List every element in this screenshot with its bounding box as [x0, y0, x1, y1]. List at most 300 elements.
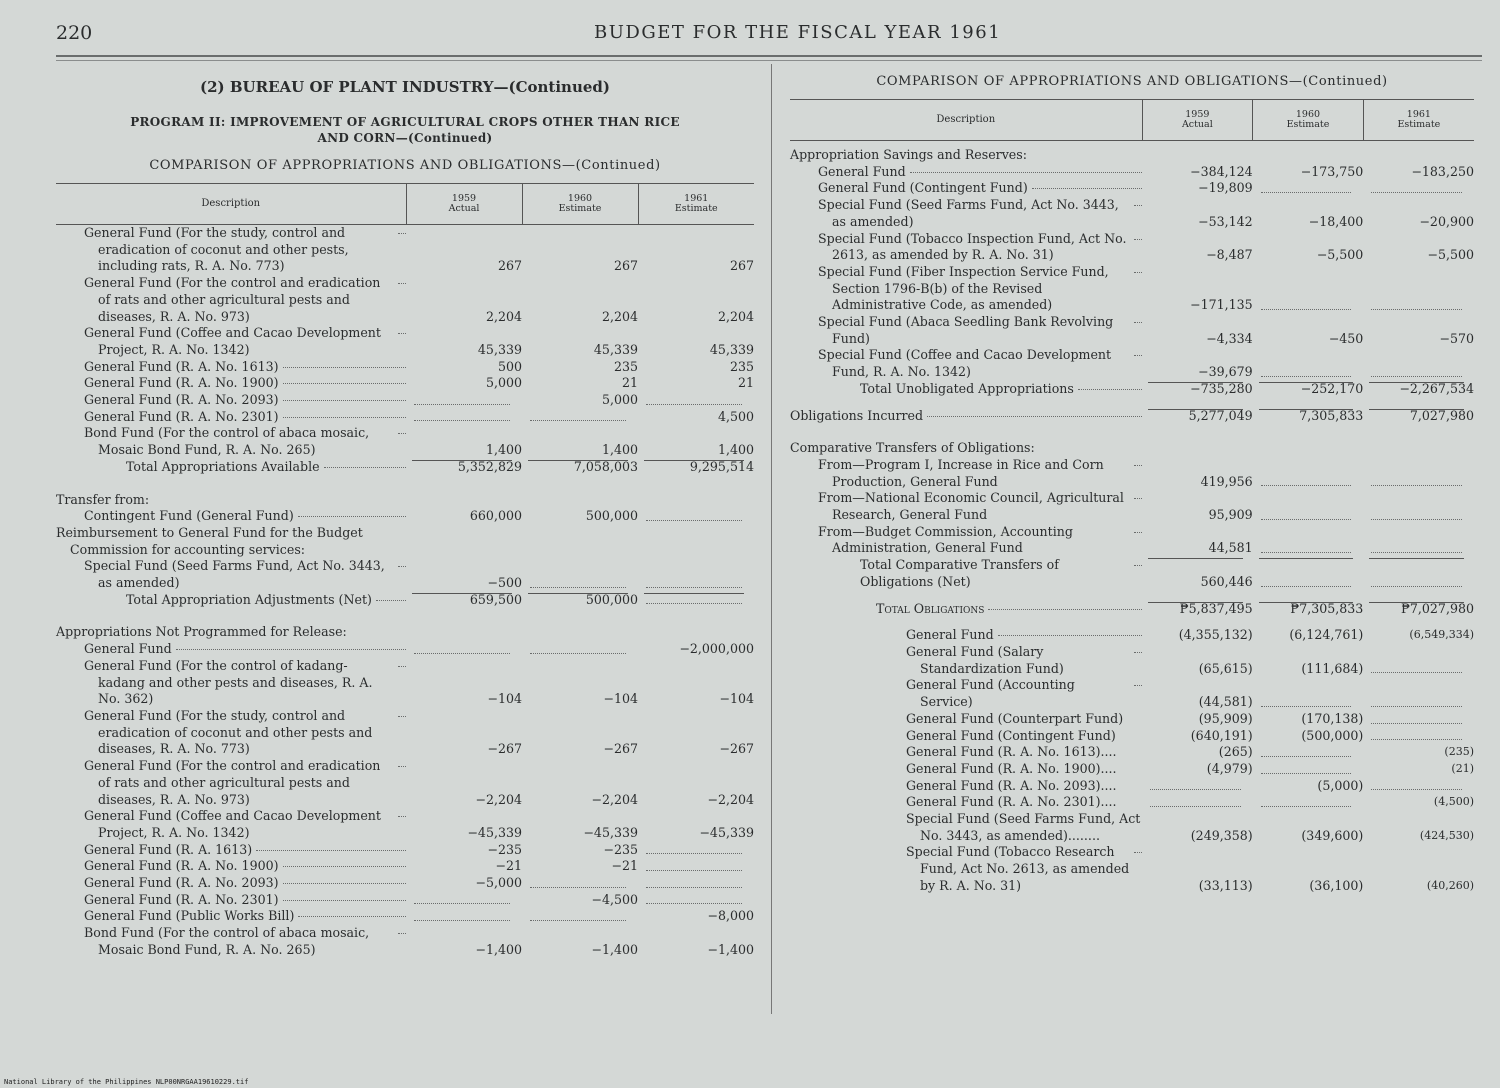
row-label: General Fund (R. A. No. 2093).... — [906, 777, 1117, 793]
table-row — [790, 314, 1474, 347]
row-description — [790, 644, 1142, 677]
value-1959: −4,334 — [1206, 330, 1253, 346]
value-1961: −2,204 — [707, 791, 754, 807]
leader-dots — [998, 635, 1142, 636]
row-spacer — [56, 608, 754, 618]
row-label: Special Fund (Tobacco Inspection Fund, Act No. 2613, as amended by R. A. No. 31) — [818, 230, 1127, 263]
row-label: Total Unobligated Appropriations — [860, 380, 1074, 396]
leader-dots — [1134, 465, 1142, 466]
value-1960: −2,204 — [591, 791, 638, 807]
table-row — [790, 231, 1474, 264]
row-description — [790, 314, 1142, 347]
value-1960: 21 — [621, 375, 638, 391]
value-1961: 235 — [729, 358, 754, 374]
value-1960 — [522, 525, 638, 558]
row-description — [790, 197, 1142, 230]
leader-dots — [1134, 652, 1142, 653]
value-1960 — [1253, 524, 1364, 557]
row-label: Obligations Incurred — [790, 407, 924, 423]
row-description — [56, 325, 406, 358]
value-1961 — [1363, 490, 1474, 523]
col-1960-right — [1253, 100, 1364, 141]
row-description — [790, 557, 1142, 590]
row-label: General Fund (R. A. No. 2093) — [84, 392, 279, 408]
col-header-line: Estimate — [674, 203, 718, 214]
col-header-line: 1961 — [1406, 109, 1431, 120]
row-label: Bond Fund (For the control of abaca mosaic, Mosaic Bond Fund, R. A. No. 265) — [84, 425, 370, 458]
row-description — [56, 558, 406, 591]
row-description — [790, 264, 1142, 314]
value-1961: 267 — [729, 258, 754, 274]
col-1960 — [522, 184, 638, 225]
value-1961: −267 — [719, 741, 754, 757]
row-label: Total Obligations — [876, 600, 985, 616]
value-1959: −1,400 — [475, 941, 522, 957]
row-label: General Fund (Contingent Fund) — [906, 727, 1116, 743]
table-row — [56, 409, 754, 426]
row-label: From—National Economic Council, Agricultural Research, General Fund — [818, 490, 1124, 523]
value-1959: 45,339 — [477, 341, 522, 357]
row-label: General Fund (R. A. No. 1900) — [84, 858, 279, 874]
table-row — [56, 325, 754, 358]
col-header-line: 1960 — [1295, 109, 1321, 120]
page-number: 220 — [56, 22, 93, 44]
value-1961: (4,500) — [1433, 795, 1474, 809]
leader-dots — [1134, 272, 1142, 273]
row-label: General Fund (R. A. No. 1900).... — [906, 760, 1117, 776]
row-label: General Fund (R. A. No. 1613) — [84, 358, 279, 374]
col-1959 — [406, 184, 522, 225]
table-row — [56, 908, 754, 925]
value-1960: 500,000 — [522, 592, 638, 609]
row-label: Special Fund (Abaca Seedling Bank Revolving Fund) — [818, 314, 1114, 346]
row-label: General Fund (R. A. No. 2093) — [84, 875, 279, 891]
right-column — [790, 66, 1474, 895]
value-1959: −171,135 — [1190, 297, 1253, 313]
value-1961 — [1363, 264, 1474, 314]
value-1961: 21 — [737, 375, 754, 391]
value-1959: 267 — [497, 258, 522, 274]
row-label: General Fund (Counterpart Fund) — [906, 710, 1124, 726]
value-1961 — [638, 618, 754, 641]
value-1959: 1,400 — [485, 442, 522, 458]
value-1960: 500,000 — [585, 508, 638, 524]
row-description — [56, 892, 406, 909]
value-1961: 4,500 — [717, 408, 754, 424]
value-1960: −4,500 — [591, 891, 638, 907]
value-1961 — [1363, 778, 1474, 795]
value-1960: −18,400 — [1308, 213, 1364, 229]
row-label: General Fund — [906, 627, 994, 643]
row-label: General Fund (R. A. No. 1900) — [84, 375, 279, 391]
leader-dots — [283, 883, 406, 884]
table-row — [790, 197, 1474, 230]
value-1959 — [406, 641, 522, 658]
right-table — [790, 99, 1474, 895]
table-row — [56, 925, 754, 958]
table-row — [56, 892, 754, 909]
header-rule — [56, 55, 1482, 57]
row-label: Contingent Fund (General Fund) — [84, 508, 294, 524]
value-1960 — [1253, 457, 1364, 490]
leader-dots — [176, 649, 406, 650]
table-row — [56, 359, 754, 376]
row-description — [790, 180, 1142, 197]
row-description — [790, 761, 1142, 778]
value-1961 — [1363, 141, 1474, 164]
table-row — [56, 392, 754, 409]
value-1960 — [1253, 490, 1364, 523]
value-1961 — [1363, 557, 1474, 590]
value-1959: ₱5,837,495 — [1142, 601, 1253, 618]
value-1961 — [1363, 644, 1474, 677]
table-row — [790, 811, 1474, 844]
row-description — [790, 381, 1142, 398]
row-label: General Fund (R. A. No. 2301).... — [906, 794, 1117, 810]
row-spacer — [790, 591, 1474, 601]
table-row — [56, 708, 754, 758]
value-1961: (21) — [1451, 761, 1474, 775]
col-1961 — [638, 184, 754, 225]
table-row — [790, 794, 1474, 811]
table-row — [790, 408, 1474, 425]
col-description-right: Description — [790, 100, 1142, 141]
table-row — [790, 644, 1474, 677]
table-row — [790, 381, 1474, 398]
col-header-line: 1959 — [451, 193, 477, 204]
leader-dots — [1134, 205, 1142, 206]
value-1959: 5,277,049 — [1142, 408, 1253, 425]
value-1961 — [638, 858, 754, 875]
value-1960 — [1253, 761, 1364, 778]
value-1959: −39,679 — [1198, 364, 1253, 380]
table-row — [790, 761, 1474, 778]
value-1959: 560,446 — [1142, 557, 1253, 590]
table-row — [56, 275, 754, 325]
leader-dots — [1078, 389, 1142, 390]
value-1959: 44,581 — [1208, 540, 1253, 556]
row-label: Special Fund (Seed Farms Fund, Act No. 3443, as amended) — [84, 558, 385, 591]
row-spacer — [790, 617, 1474, 627]
row-description — [56, 641, 406, 658]
value-1961 — [638, 558, 754, 591]
value-1959 — [1142, 434, 1253, 457]
leader-dots — [1134, 498, 1142, 499]
leader-dots — [256, 850, 406, 851]
value-1960: 45,339 — [593, 341, 638, 357]
leader-dots — [398, 283, 406, 284]
table-row — [790, 180, 1474, 197]
leader-dots — [398, 816, 406, 817]
value-1960 — [1253, 180, 1364, 197]
value-1961 — [1363, 524, 1474, 557]
row-description — [790, 457, 1142, 490]
value-1959: −45,339 — [467, 824, 522, 840]
table-row — [790, 711, 1474, 728]
row-description: Transfer from: — [56, 491, 150, 507]
table-row — [56, 618, 754, 641]
value-1961: (6,549,334) — [1409, 628, 1474, 642]
leader-dots — [376, 600, 406, 601]
leader-dots — [283, 383, 406, 384]
table-row — [56, 758, 754, 808]
col-1959-right — [1142, 100, 1253, 141]
row-label: General Fund (R. A. 1613) — [84, 841, 253, 857]
row-description — [790, 524, 1142, 557]
leader-dots — [1134, 532, 1142, 533]
leader-dots — [398, 666, 406, 667]
value-1961: 2,204 — [717, 308, 754, 324]
value-1960: −45,339 — [583, 824, 638, 840]
table-row — [790, 627, 1474, 644]
value-1960: −5,500 — [1316, 247, 1364, 263]
left-table — [56, 183, 754, 959]
row-spacer — [790, 424, 1474, 434]
value-1961 — [1363, 677, 1474, 710]
value-1959 — [406, 525, 522, 558]
row-description — [56, 658, 406, 708]
value-1959: −21 — [495, 858, 522, 874]
table-row — [56, 808, 754, 841]
row-description — [56, 592, 406, 609]
value-1961 — [1363, 711, 1474, 728]
row-label: Special Fund (Coffee and Cacao Development Fund, R. A. No. 1342) — [818, 347, 1112, 380]
value-1960 — [522, 618, 638, 641]
row-description — [56, 875, 406, 892]
row-description — [790, 347, 1142, 380]
value-1960: 5,000 — [601, 392, 638, 408]
value-1959 — [406, 409, 522, 426]
row-description — [790, 778, 1142, 795]
value-1959 — [406, 892, 522, 909]
value-1960 — [1253, 677, 1364, 710]
row-description — [790, 794, 1142, 811]
row-description — [790, 711, 1142, 728]
table-row — [790, 264, 1474, 314]
value-1960 — [522, 875, 638, 892]
value-1959: −104 — [487, 691, 522, 707]
value-1959: (33,113) — [1198, 877, 1253, 893]
leader-dots — [398, 333, 406, 334]
row-spacer — [790, 398, 1474, 408]
left-column — [56, 66, 754, 959]
value-1961 — [1363, 728, 1474, 745]
value-1959: (640,191) — [1190, 727, 1253, 743]
table-row — [56, 658, 754, 708]
row-description — [790, 601, 1142, 618]
value-1959 — [1142, 141, 1253, 164]
row-label: Special Fund (Tobacco Research Fund, Act No. 2613, as amended by R. A. No. 31) — [906, 844, 1130, 893]
value-1961 — [638, 525, 754, 558]
left-table-body — [56, 225, 754, 959]
row-description — [790, 490, 1142, 523]
table-row — [790, 778, 1474, 795]
value-1959: 2,204 — [485, 308, 522, 324]
leader-dots — [398, 566, 406, 567]
table-row — [56, 508, 754, 525]
table-row — [56, 486, 754, 509]
table-row — [790, 524, 1474, 557]
table-row — [790, 677, 1474, 710]
value-1959: −2,204 — [475, 791, 522, 807]
value-1959: (249,358) — [1190, 827, 1253, 843]
value-1960: (5,000) — [1317, 777, 1364, 793]
value-1960: (6,124,761) — [1289, 627, 1364, 643]
table-row — [790, 347, 1474, 380]
row-description — [56, 858, 406, 875]
leader-dots — [1134, 322, 1142, 323]
row-label: Total Appropriation Adjustments (Net) — [126, 591, 372, 607]
row-description: Appropriation Savings and Reserves: — [790, 147, 1027, 162]
value-1959: 660,000 — [469, 508, 522, 524]
row-label: Total Appropriations Available — [126, 458, 320, 474]
value-1960: −450 — [1328, 330, 1364, 346]
row-description — [56, 275, 406, 325]
col-header-line: 1961 — [684, 193, 709, 204]
row-label: General Fund (Coffee and Cacao Development Project, R. A. No. 1342) — [84, 325, 381, 357]
row-description — [56, 525, 406, 558]
value-1960: −1,400 — [591, 941, 638, 957]
value-1960 — [522, 908, 638, 925]
row-description — [790, 844, 1142, 894]
value-1959: 95,909 — [1208, 507, 1253, 523]
value-1960: (170,138) — [1301, 710, 1364, 726]
col-1961-right — [1363, 100, 1474, 141]
row-description — [790, 744, 1142, 761]
table-row — [56, 592, 754, 609]
value-1960: (36,100) — [1309, 877, 1364, 893]
value-1960 — [522, 641, 638, 658]
table-row — [56, 842, 754, 859]
value-1959: (265) — [1218, 744, 1253, 760]
value-1960: −173,750 — [1300, 163, 1364, 179]
value-1960: 7,058,003 — [522, 459, 638, 476]
value-1961: −570 — [1439, 330, 1474, 346]
value-1959 — [1142, 778, 1253, 795]
value-1961: 7,027,980 — [1363, 408, 1474, 425]
row-description — [56, 508, 406, 525]
value-1959: −500 — [487, 575, 522, 591]
value-1960: 1,400 — [601, 442, 638, 458]
value-1961 — [638, 892, 754, 909]
row-description — [790, 627, 1142, 644]
value-1960: −21 — [611, 858, 638, 874]
row-label: General Fund (For the control and eradication of rats and other agricultural pests and diseases, R. A. No. 973) — [84, 275, 381, 324]
table-row — [790, 844, 1474, 894]
row-label: General Fund (Public Works Bill) — [84, 908, 295, 924]
col-header-line: Estimate — [1286, 119, 1330, 130]
value-1961: −20,900 — [1419, 213, 1474, 229]
row-label: General Fund (Contingent Fund) — [818, 180, 1028, 196]
value-1959: (4,355,132) — [1178, 627, 1253, 643]
row-description — [790, 231, 1142, 264]
leader-dots — [1134, 685, 1142, 686]
col-header-line: 1960 — [567, 193, 593, 204]
value-1961 — [1363, 434, 1474, 457]
comparison-heading-right: COMPARISON OF APPROPRIATIONS AND OBLIGATIONS—(Continued) — [876, 74, 1388, 89]
right-table-body — [790, 141, 1474, 895]
value-1960 — [522, 558, 638, 591]
row-label: General Fund (R. A. No. 2301) — [84, 408, 279, 424]
row-description: Comparative Transfers of Obligations: — [790, 440, 1035, 456]
value-1960: 2,204 — [601, 308, 638, 324]
row-label: General Fund (Accounting Service) — [906, 677, 1075, 710]
value-1959: (95,909) — [1198, 710, 1253, 726]
value-1960 — [1253, 744, 1364, 761]
value-1961 — [638, 842, 754, 859]
row-description — [56, 925, 406, 958]
table-row — [56, 375, 754, 392]
value-1960: (111,684) — [1301, 660, 1364, 676]
leader-dots — [910, 172, 1142, 173]
value-1960: (500,000) — [1301, 727, 1364, 743]
table-row — [56, 641, 754, 658]
value-1959 — [406, 392, 522, 409]
header-rule-thin — [56, 60, 1482, 61]
row-description: Appropriations Not Programmed for Release: — [56, 624, 347, 640]
leader-dots — [1134, 565, 1142, 566]
row-label: From—Program I, Increase in Rice and Corn Production, General Fund — [818, 456, 1104, 489]
value-1960 — [1253, 141, 1364, 164]
col-header-line: Estimate — [1397, 119, 1441, 130]
leader-dots — [398, 433, 406, 434]
row-description — [56, 842, 406, 859]
value-1960 — [522, 409, 638, 426]
page-header — [0, 22, 1500, 48]
leader-dots — [298, 916, 406, 917]
value-1960 — [1253, 264, 1364, 314]
row-label: General Fund (Coffee and Cacao Development Project, R. A. No. 1342) — [84, 808, 381, 840]
row-description — [56, 908, 406, 925]
row-description — [790, 408, 1142, 425]
value-1960: −267 — [603, 741, 638, 757]
value-1961 — [1363, 347, 1474, 380]
value-1959: 659,500 — [406, 592, 522, 609]
table-row — [790, 434, 1474, 457]
program-heading: PROGRAM II: IMPROVEMENT OF AGRICULTURAL CROPS OTHER THAN RICE AND CORN—(Continued) — [130, 115, 680, 145]
table-row — [790, 490, 1474, 523]
row-description — [56, 392, 406, 409]
value-1961 — [1363, 180, 1474, 197]
row-description — [56, 708, 406, 758]
value-1960: 267 — [613, 258, 638, 274]
leader-dots — [398, 766, 406, 767]
col-header-line: Actual — [1181, 119, 1213, 130]
value-1959: 419,956 — [1200, 473, 1253, 489]
value-1959: −235 — [487, 841, 522, 857]
row-description — [790, 164, 1142, 181]
value-1960: −252,170 — [1253, 381, 1364, 398]
row-label: Reimbursement to General Fund for the Budget Commission for accounting services: — [56, 524, 363, 557]
leader-dots — [1032, 188, 1142, 189]
row-label: Total Comparative Transfers of Obligations (Net) — [860, 557, 1059, 589]
table-row — [56, 558, 754, 591]
table-row — [56, 459, 754, 476]
col-header-line: Actual — [448, 203, 480, 214]
leader-dots — [1134, 852, 1142, 853]
value-1959 — [406, 486, 522, 509]
value-1959: −735,280 — [1142, 381, 1253, 398]
value-1960 — [1253, 347, 1364, 380]
row-label: Special Fund (Seed Farms Fund, Act No. 3443, as amended)........ — [906, 811, 1141, 843]
value-1960: −235 — [603, 841, 638, 857]
running-title: BUDGET FOR THE FISCAL YEAR 1961 — [594, 22, 1002, 43]
value-1961: 9,295,514 — [638, 459, 754, 476]
leader-dots — [324, 467, 406, 468]
leader-dots — [283, 900, 406, 901]
leader-dots — [927, 416, 1142, 417]
value-1960: 7,305,833 — [1253, 408, 1364, 425]
